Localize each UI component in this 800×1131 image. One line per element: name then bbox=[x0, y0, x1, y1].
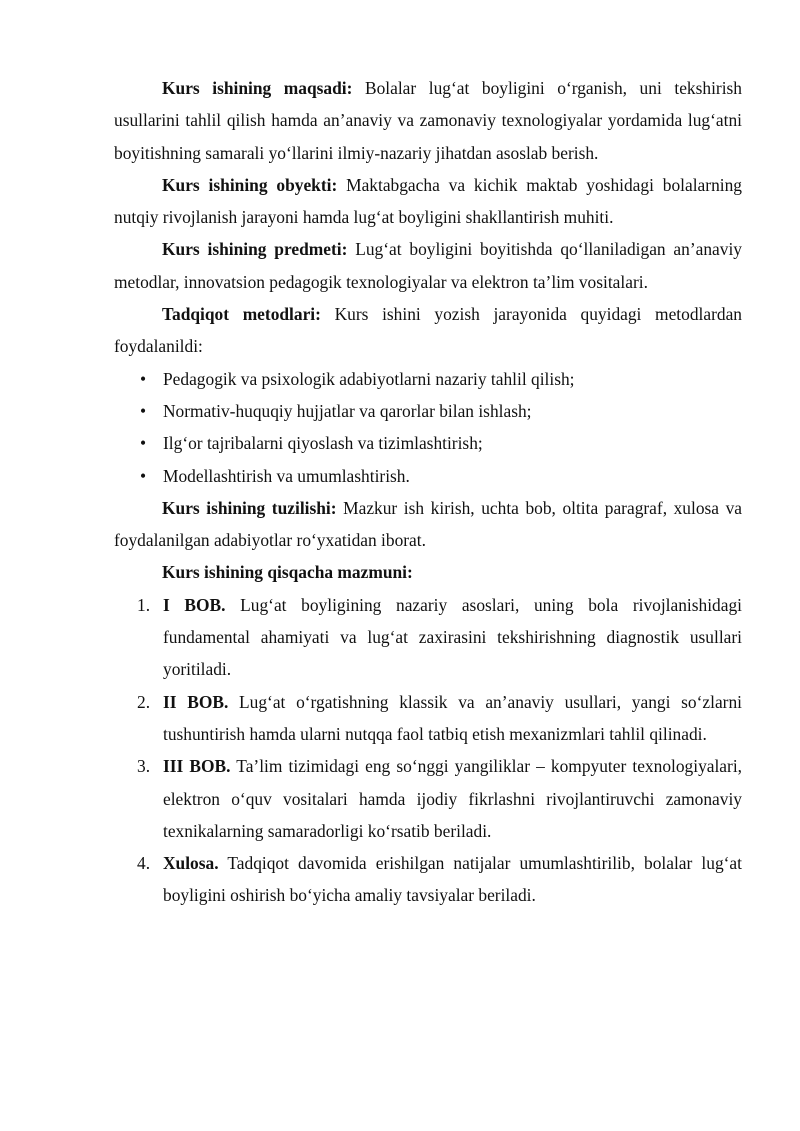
list-item bbox=[114, 427, 742, 459]
item-label: III BOB. bbox=[163, 756, 231, 777]
metodlar-paragraph bbox=[114, 298, 742, 363]
list-item bbox=[114, 847, 742, 912]
item-label: I BOB. bbox=[163, 594, 226, 615]
predmet-text: Lug‘at boyligini boyitishda qo‘llaniladigan an’anaviy metodlar, innovatsion pedagogik texnologiyalar va elektron ta’lim vositalari. bbox=[114, 239, 742, 292]
maqsad-label: Kurs ishining maqsadi: bbox=[162, 78, 353, 98]
item-number: 3. bbox=[137, 756, 151, 777]
list-item bbox=[114, 460, 742, 492]
metodlar-label: Tadqiqot metodlari: bbox=[162, 304, 321, 325]
item-number: 1. bbox=[137, 594, 151, 615]
item-label: II BOB. bbox=[163, 691, 229, 712]
tuzilish-paragraph bbox=[114, 492, 742, 557]
bullet-icon: • bbox=[140, 368, 147, 389]
list-item bbox=[114, 589, 742, 686]
item-text: Lug‘at boyligining nazariy asoslari, uning bola rivojlanishidagi fundamental ahamiyati va lug‘at zaxirasini tekshirishning diagnostik usullari yoritiladi. bbox=[163, 594, 742, 680]
item-text: Ta’lim tizimidagi eng so‘nggi yangiliklar – kompyuter texnologiyalari, elektron o‘quv vositalari hamda ijodiy fikrlashni rivojlantiruvchi zamonaviy texnikalarning samaradorligi ko‘rsatib beriladi. bbox=[163, 756, 742, 841]
predmet-paragraph bbox=[114, 233, 742, 298]
maqsad-paragraph bbox=[114, 72, 742, 169]
list-item bbox=[114, 686, 742, 751]
mazmun-list bbox=[114, 589, 742, 912]
list-item bbox=[114, 395, 742, 427]
bullet-icon: • bbox=[140, 433, 147, 454]
bullet-icon: • bbox=[140, 465, 147, 486]
list-item-text: Normativ-huquqiy hujjatlar va qarorlar bilan ishlash; bbox=[163, 400, 532, 421]
item-text: Tadqiqot davomida erishilgan natijalar umumlashtirilib, bolalar lug‘at boyligini oshirish bo‘yicha amaliy tavsiyalar beriladi. bbox=[163, 853, 742, 906]
obyekt-text: Maktabgacha va kichik maktab yoshidagi bolalarning nutqiy rivojlanish jarayoni hamda lug‘at boyligini shakllantirish muhiti. bbox=[114, 174, 742, 228]
list-item-text: Ilg‘or tajribalarni qiyoslash va tizimlashtirish; bbox=[163, 433, 483, 454]
list-item-text: Modellashtirish va umumlashtirish. bbox=[163, 465, 410, 486]
item-number: 4. bbox=[137, 853, 151, 874]
bullet-icon: • bbox=[140, 400, 147, 421]
list-item-text: Pedagogik va psixologik adabiyotlarni nazariy tahlil qilish; bbox=[163, 368, 575, 389]
predmet-label: Kurs ishining predmeti: bbox=[162, 239, 348, 260]
list-item bbox=[114, 750, 742, 847]
obyekt-label: Kurs ishining obyekti: bbox=[162, 174, 338, 195]
tuzilish-text: Mazkur ish kirish, uchta bob, oltita paragraf, xulosa va foydalanilgan adabiyotlar ro‘yxatidan iborat. bbox=[114, 497, 743, 551]
metodlar-text: Kurs ishini yozish jarayonida quyidagi metodlardan foydalanildi: bbox=[114, 304, 742, 357]
item-label: Xulosa. bbox=[163, 853, 219, 874]
obyekt-paragraph bbox=[114, 169, 742, 234]
mazmun-heading: Kurs ishining qisqacha mazmuni: bbox=[162, 562, 413, 583]
tuzilish-label: Kurs ishining tuzilishi: bbox=[162, 497, 337, 518]
maqsad-text: Bolalar lug‘at boyligini o‘rganish, uni tekshirish usullarini tahlil qilish hamda an’anaviy va zamonaviy texnologiyalar yordamida lug‘atni boyitishning samarali yo‘llarini ilmiy-nazariy jihatdan asoslab berish. bbox=[114, 78, 742, 163]
item-text: Lug‘at o‘rgatishning klassik va an’anaviy usullari, yangi so‘zlarni tushuntirish hamda ularni nutqqa faol tatbiq etish mexanizmlari tahlil qilinadi. bbox=[163, 691, 742, 744]
item-number: 2. bbox=[137, 691, 151, 712]
list-item bbox=[114, 363, 742, 395]
metodlar-list bbox=[114, 363, 742, 492]
